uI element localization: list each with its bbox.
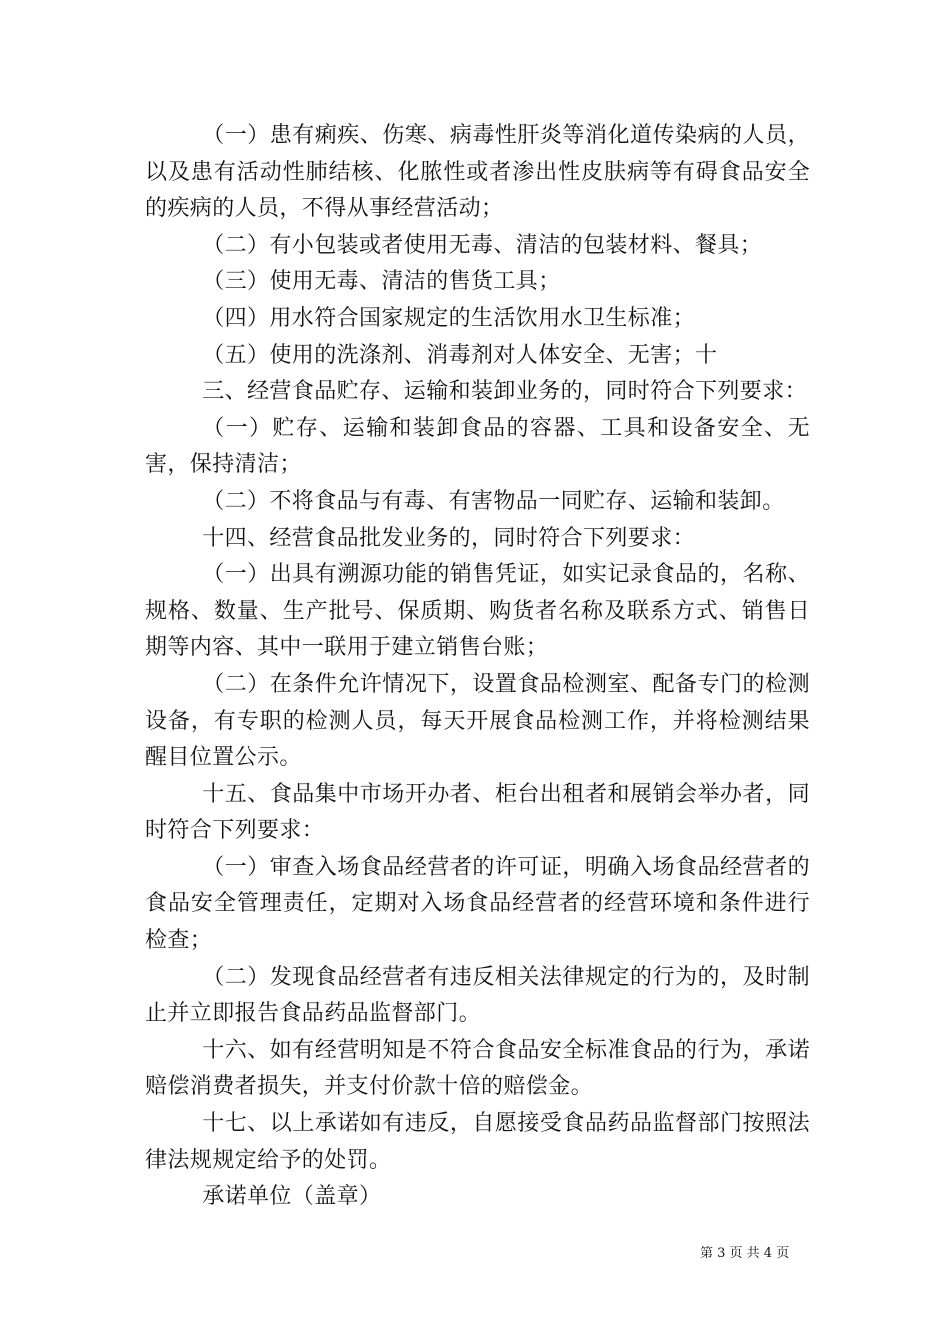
paragraph-15: 十六、如有经营明知是不符合食品安全标准食品的行为，承诺赔偿消费者损失，并支付价款十倍的赔偿金。 [145,1037,810,1100]
paragraph-16: 十七、以上承诺如有违反，自愿接受食品药品监督部门按照法律法规规定给予的处罚。 [145,1111,810,1173]
page-number-footer: 第 3 页 共 4 页 [700,1246,790,1261]
paragraph-2: （二）有小包装或者使用无毒、清洁的包装材料、餐具； [202,232,763,258]
paragraph-6: 三、经营食品贮存、运输和装卸业务的，同时符合下列要求： [202,379,807,405]
paragraph-4: （四）用水符合国家规定的生活饮用水卫生标准； [202,305,695,331]
paragraph-1: （一）患有痢疾、伤寒、病毒性肝炎等消化道传染病的人员，以及患有活动性肺结核、化脓性或者渗出性皮肤病等有碍食品安全的疾病的人员，不得从事经营活动； [145,123,810,222]
document-body [145,118,810,1216]
paragraph-11: （二）在条件允许情况下，设置食品检测室、配备专门的检测设备，有专职的检测人员，每天开展食品检测工作，并将检测结果醒目位置公示。 [145,671,810,771]
paragraph-9: 十四、经营食品批发业务的，同时符合下列要求： [202,525,695,551]
paragraph-10: （一）出具有溯源功能的销售凭证，如实记录食品的，名称、规格、数量、生产批号、保质期、购货者名称及联系方式、销售日期等内容、其中一联用于建立销售台账； [145,562,810,661]
paragraph-3: （三）使用无毒、清洁的售货工具； [202,269,561,295]
paragraph-14: （二）发现食品经营者有违反相关法律规定的行为的，及时制止并立即报告食品药品监督部门。 [145,964,810,1027]
paragraph-7: （一）贮存、运输和装卸食品的容器、工具和设备安全、无害，保持清洁； [145,415,810,478]
paragraph-13: （一）审查入场食品经营者的许可证，明确入场食品经营者的食品安全管理责任，定期对入场食品经营者的经营环境和条件进行检查； [145,854,810,954]
paragraph-5: （五）使用的洗涤剂、消毒剂对人体安全、无害；十 [202,342,718,368]
paragraph-8: （二）不将食品与有毒、有害物品一同贮存、运输和装卸。 [202,488,785,514]
paragraph-17: 承诺单位（盖章） [202,1184,382,1210]
paragraph-12: 十五、食品集中市场开办者、柜台出租者和展销会举办者，同时符合下列要求： [145,781,810,844]
